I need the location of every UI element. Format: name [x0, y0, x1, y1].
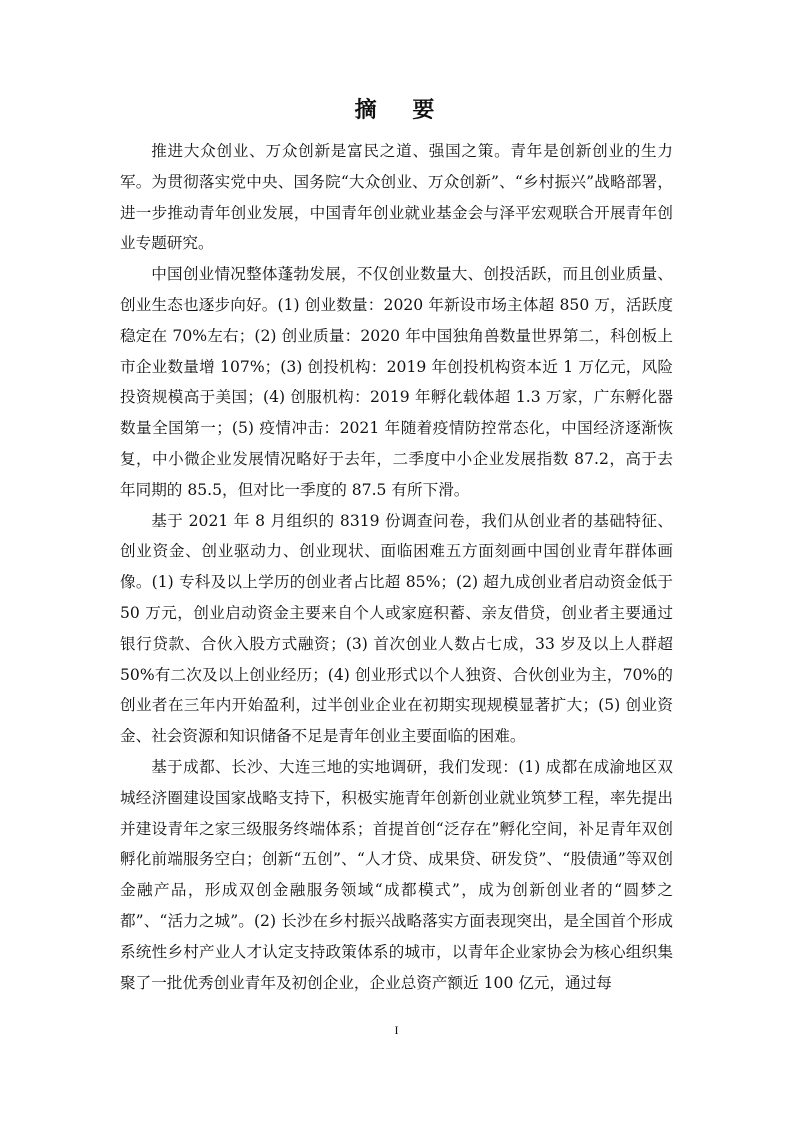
page-number: I — [394, 1023, 399, 1037]
paragraph-survey-findings: 基于 2021 年 8 月组织的 8319 份调查问卷，我们从创业者的基础特征、创业资金、创业驱动力、创业现状、面临困难五方面刻画中国创业青年群体画像。(1) 专科及以上学历的创业者占比超 85%；(2) 超九成创业者启动资金低于 50 万元，创业启动资金主要来自个人或家庭积蓄、亲友借贷，创业者主要通过银行贷款、合伙入股方式融资；(3) 首次创业人数占七成，33 岁及以上人群超 50%有二次及以上创业经历；(4) 创业形式以个人独资、合伙创业为主，70%的创业者在三年内开始盈利，过半创业企业在初期实现规模显著扩大；(5) 创业资金、社会资源和知识储备不足是青年创业主要面临的困难。 — [120, 511, 673, 746]
paragraph-field-research: 基于成都、长沙、大连三地的实地调研，我们发现：(1) 成都在成渝地区双城经济圈建设国家战略支持下，积极实施青年创新创业就业筑梦工程，率先提出并建设青年之家三级服务终端体系；首提首创“泛存在”孵化空间，补足青年双创孵化前端服务空白；创新“五创”、“人才贷、成果贷、研发贷”、“股债通”等双创金融产品，形成双创金融服务领域“成都模式”，成为创新创业者的“圆梦之都”、“活力之城”。(2) 长沙在乡村振兴战略落实方面表现突出，是全国首个形成系统性乡村产业人才认定支持政策体系的城市，以青年企业家协会为核心组织集聚了一批优秀创业青年及初创企业，企业总资产额近 100 亿元，通过每 — [120, 757, 673, 992]
abstract-body — [120, 136, 673, 998]
page-title: 摘 要 — [354, 98, 449, 123]
paragraph-entrepreneurship-overview: 中国创业情况整体蓬勃发展，不仅创业数量大、创投活跃，而且创业质量、创业生态也逐步向好。(1) 创业数量：2020 年新设市场主体超 850 万，活跃度稳定在 70%左右；(2) 创业质量：2020 年中国独角兽数量世界第二，科创板上市企业数量增 107%；(3) 创投机构：2019 年创投机构资本近 1 万亿元，风险投资规模高于美国；(4) 创服机构：2019 年孵化载体超 1.3 万家，广东孵化器数量全国第一；(5) 疫情冲击：2021 年随着疫情防控常态化，中国经济逐渐恢复，中小微企业发展情况略好于去年，二季度中小企业发展指数 87.2，高于去年同期的 85.5，但对比一季度的 87.5 有所下滑。 — [120, 265, 674, 499]
paragraph-intro: 推进大众创业、万众创新是富民之道、强国之策。青年是创新创业的生力军。为贯彻落实党中央、国务院“大众创业、万众创新”、“乡村振兴”战略部署，进一步推动青年创业发展，中国青年创业就业基金会与泽平宏观联合开展青年创业专题研究。 — [120, 142, 673, 253]
